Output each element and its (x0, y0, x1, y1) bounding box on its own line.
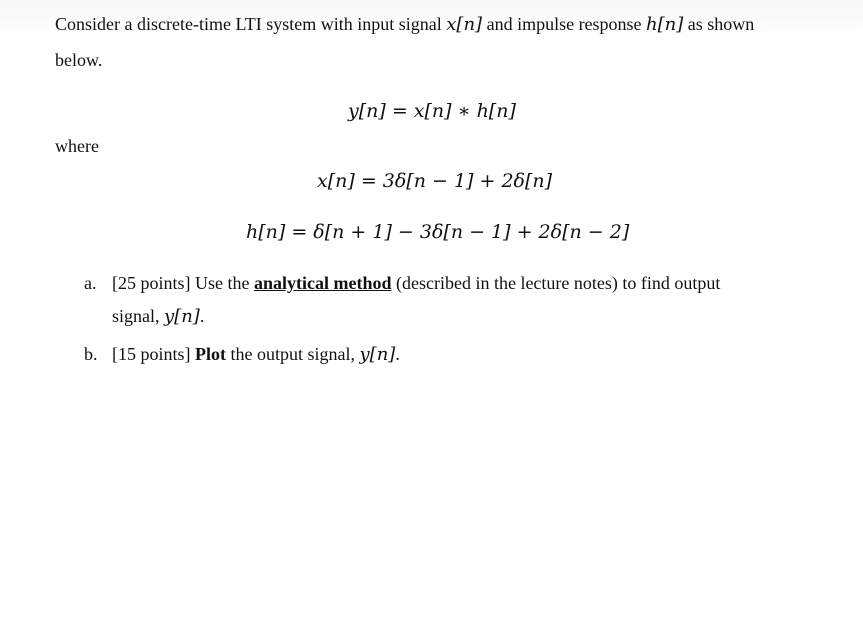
question-a-points: [25 points] Use the (112, 273, 254, 293)
question-a-line-2 (112, 305, 204, 328)
question-a-line2-end: . (199, 306, 205, 326)
question-b-rest: the output signal, (226, 344, 360, 364)
question-b-emphasis: Plot (195, 344, 226, 364)
convolution-equation: y[n] = x[n] ∗ h[n] (348, 100, 516, 122)
h-definition-equation: h[n] = δ[n + 1] − 3δ[n − 1] + 2δ[n − 2] (246, 221, 630, 243)
question-a-line2-text: signal, (112, 306, 164, 326)
question-a-line-1 (112, 272, 720, 294)
question-a-marker: a. (84, 273, 97, 293)
question-b-end: . (395, 344, 400, 364)
intro-line-2: below. (55, 50, 103, 70)
intro-text-2: and impulse response (482, 14, 647, 34)
question-b-marker: b. (84, 344, 98, 364)
question-a-rest: (described in the lecture notes) to find output (391, 273, 721, 293)
x-signal-symbol: x[n] (446, 14, 483, 35)
intro-text-3: as shown (683, 14, 755, 34)
question-b-line (112, 343, 400, 366)
where-label: where (55, 136, 99, 156)
h-signal-symbol: h[n] (646, 14, 684, 35)
question-a-emphasis: analytical method (253, 273, 392, 293)
question-a-y-symbol: y[n] (164, 306, 200, 327)
intro-text-1: Consider a discrete-time LTI system with input signal (55, 14, 447, 34)
question-b-y-symbol: y[n] (359, 344, 396, 365)
intro-line-1 (55, 13, 754, 36)
question-b-points: [15 points] (112, 344, 195, 364)
x-definition-equation: x[n] = 3δ[n − 1] + 2δ[n] (317, 170, 553, 192)
